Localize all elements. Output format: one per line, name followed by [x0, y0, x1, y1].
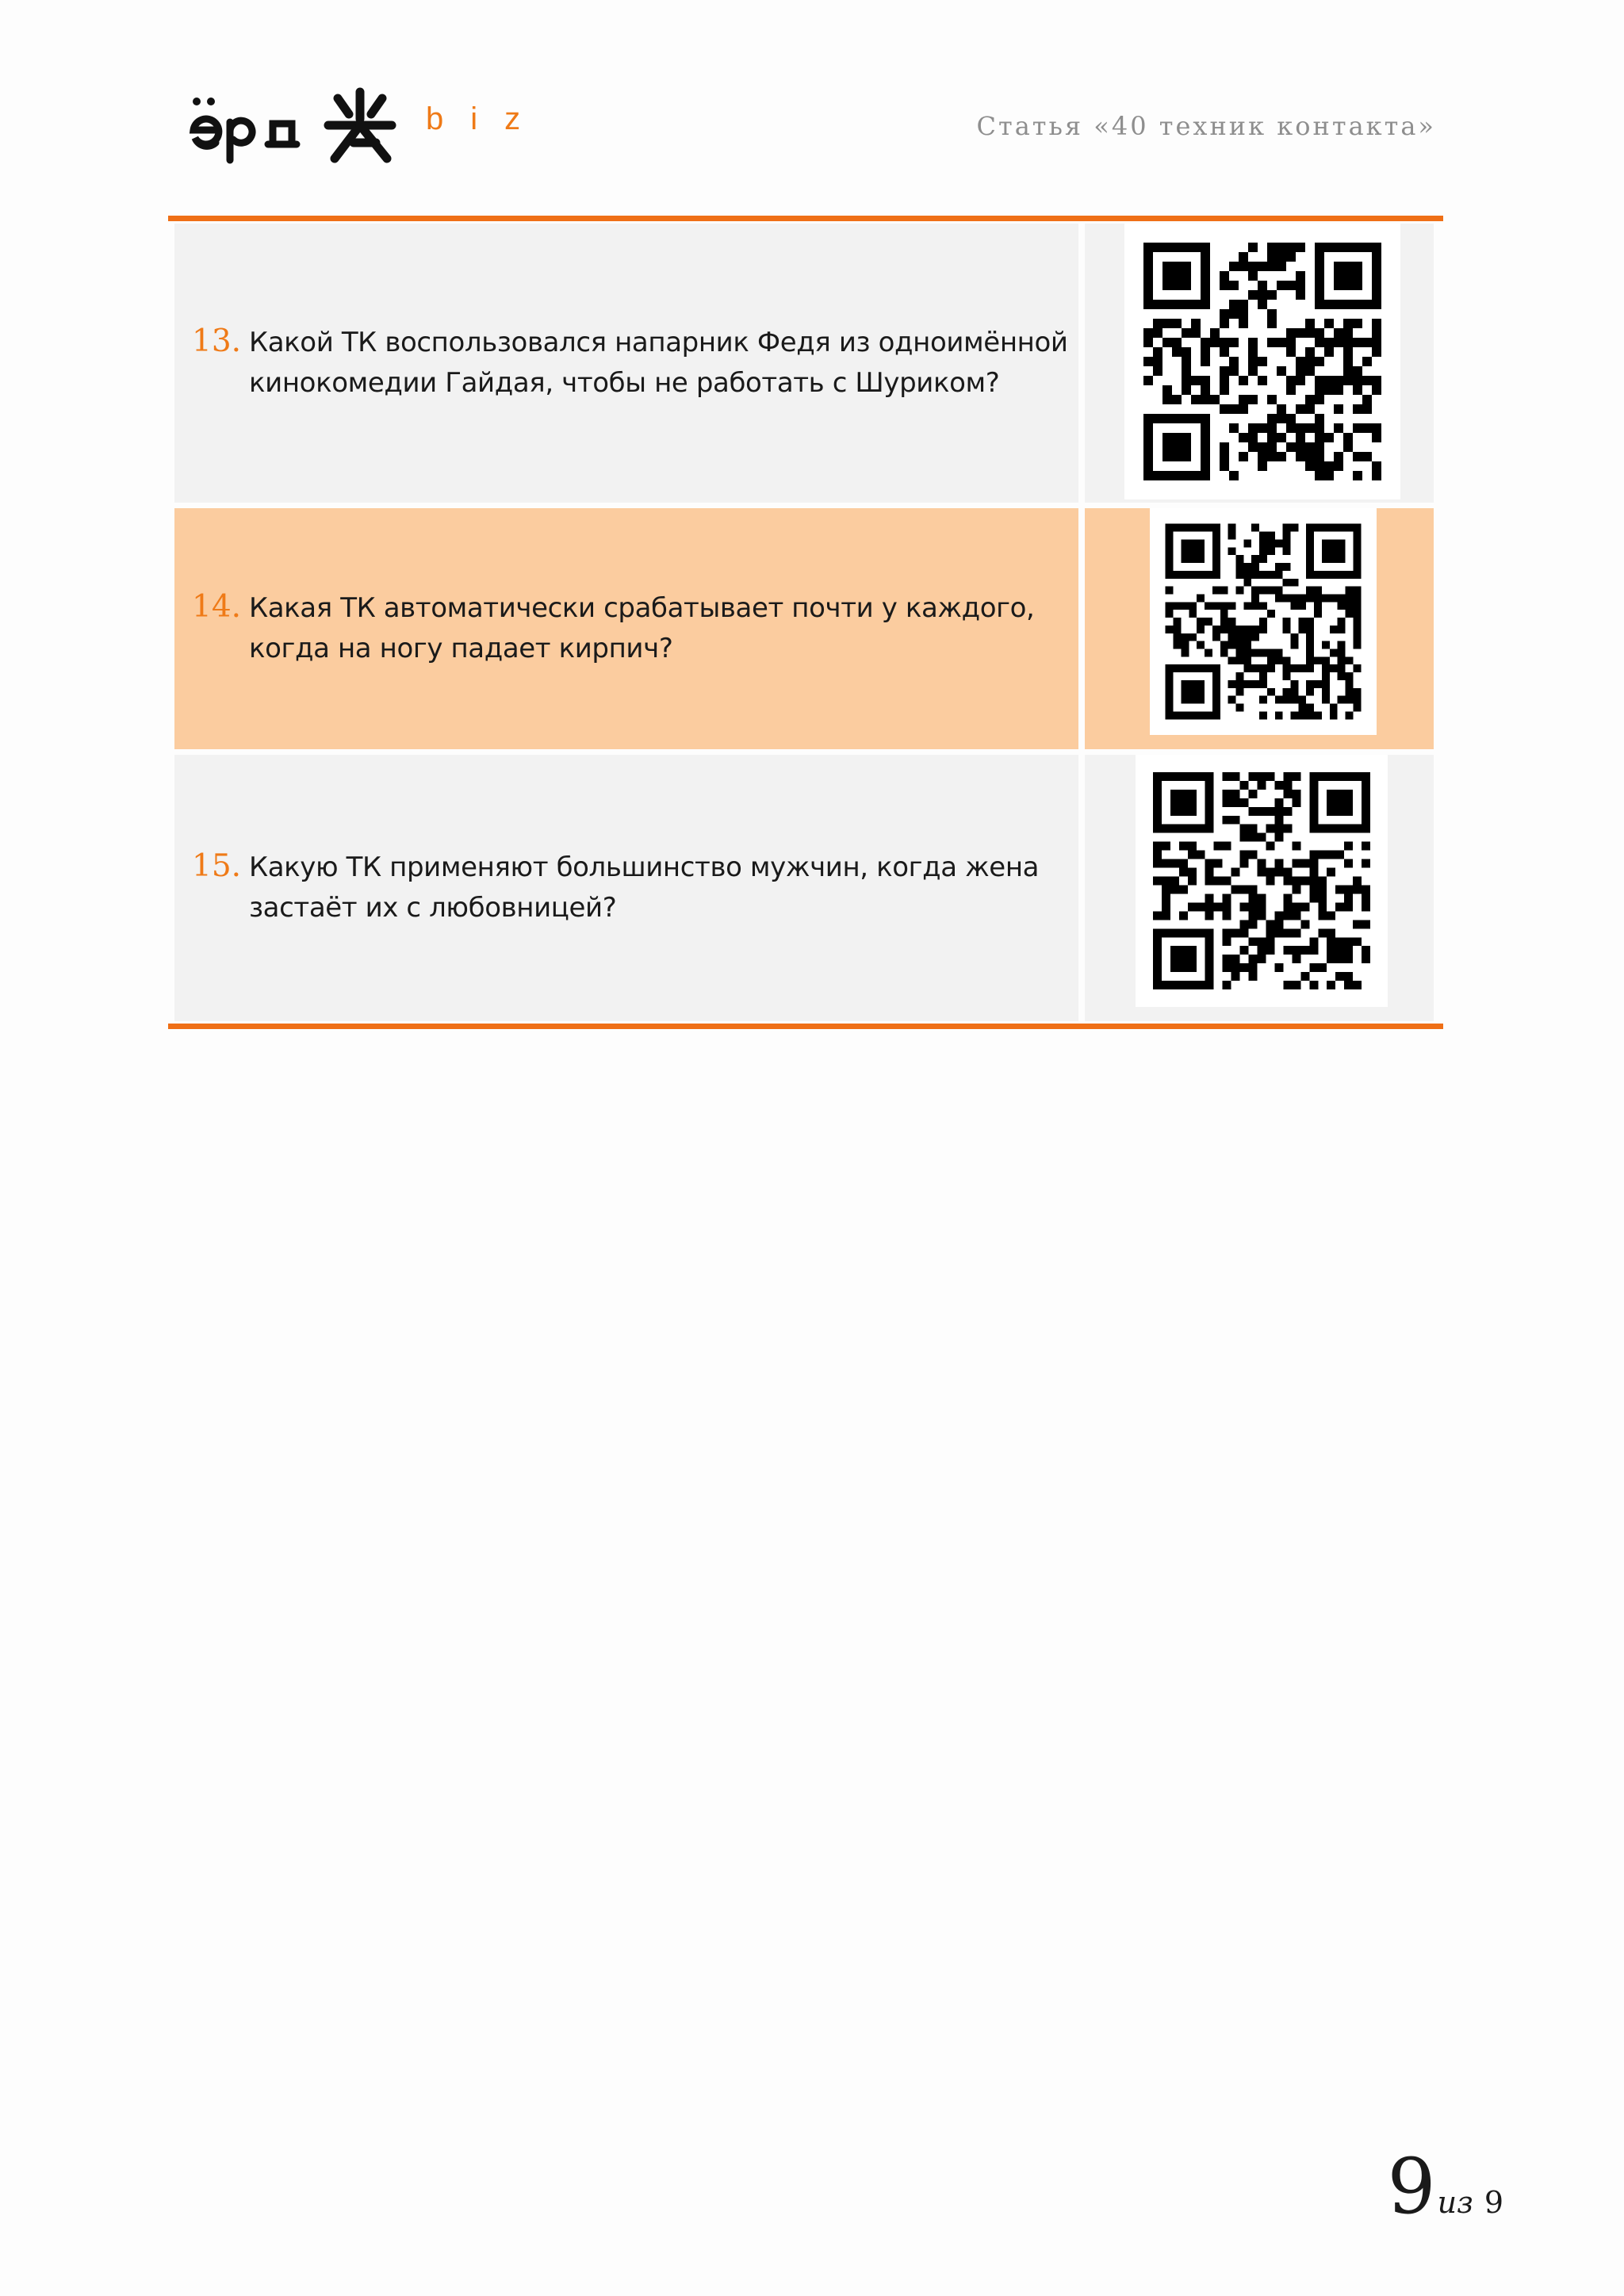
current-page: 9 [1387, 2142, 1433, 2231]
question-number: 15. [192, 848, 242, 884]
question-text: Какую ТК применяют большинство мужчин, когда жена застаёт их с любовницей? [249, 851, 1040, 924]
qr-code-icon [1136, 755, 1388, 1007]
question-cell [174, 508, 1078, 749]
question [174, 588, 1071, 669]
table-row [168, 224, 1443, 503]
qr-code-icon [1124, 224, 1400, 499]
logo-letters-icon [186, 87, 304, 166]
total-pages: 9 [1484, 2185, 1503, 2220]
page-header [0, 0, 1624, 222]
question-text: Какая ТК автоматически срабатывает почти у каждого, когда на ногу падает кирпич? [249, 592, 1035, 664]
questions-table [168, 216, 1443, 1029]
table-row [168, 508, 1443, 749]
qr-code-icon [1150, 508, 1377, 735]
question [174, 323, 1071, 404]
page-of-label: из [1437, 2185, 1473, 2220]
table-bottom-rule [168, 1024, 1443, 1029]
question [174, 848, 1071, 928]
table-top-rule [168, 216, 1443, 221]
question-cell [174, 224, 1078, 503]
logo-biz-text: biz [426, 101, 548, 136]
qr-cell [1085, 508, 1434, 749]
qr-cell [1085, 755, 1434, 1021]
page-number [1387, 2142, 1503, 2231]
qr-cell [1085, 224, 1434, 503]
table-row [168, 755, 1443, 1021]
question-text: Какой ТК воспользовался напарник Федя из одноимённой кинокомедии Гайдая, чтобы не работать с Шуриком? [249, 327, 1068, 399]
brand-logo [186, 87, 550, 166]
logo-symbol-icon [320, 87, 400, 166]
question-number: 13. [192, 323, 242, 359]
document-title: Статья «40 техник контакта» [976, 111, 1436, 141]
question-cell [174, 755, 1078, 1021]
question-number: 14. [192, 589, 242, 625]
